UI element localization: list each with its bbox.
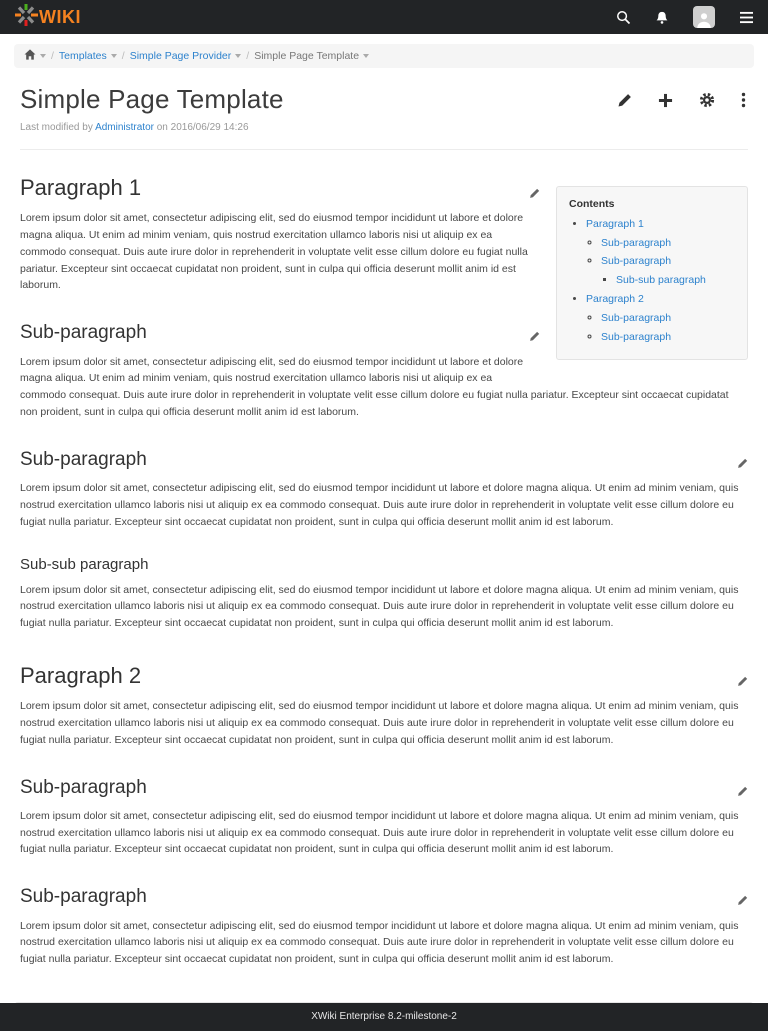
section-title: Paragraph 2 (20, 662, 142, 688)
drawer-menu-icon[interactable] (739, 11, 754, 24)
section-heading (20, 445, 748, 475)
edit-section-icon[interactable] (737, 886, 748, 916)
section-paragraph: Lorem ipsum dolor sit amet, consectetur adipiscing elit, sed do eiusmod tempor incididunt ut labore et dolore magna aliqua. Ut enim ad minim veniam, quis nostrud exercitation ullamco laboris nisi ut aliquip ex ea commodo consequat. Duis aute irure dolor in reprehenderit in voluptate velit esse cillum dolore eu fugiat nulla pariatur. Excepteur sint occaecat cupidatat non proident, sunt in culpa qui officia deserunt mollit anim id est laborum. (20, 919, 739, 966)
section-heading (20, 882, 748, 912)
section-paragraph: Lorem ipsum dolor sit amet, consectetur adipiscing elit, sed do eiusmod tempor incididunt ut labore et dolore magna aliqua. Ut enim ad minim veniam, quis nostrud exercitation ullamco laboris nisi ut aliquip ex ea commodo consequat. Duis aute irure dolor in reprehenderit in voluptate velit esse cillum dolore eu fugiat nulla pariatur. Excepteur sint occaecat cupidatat non proident, sunt in culpa qui officia deserunt mollit anim id est laborum. (20, 809, 739, 856)
last-author-link[interactable]: Administrator (95, 122, 154, 133)
page-content (20, 170, 748, 972)
home-icon[interactable] (24, 49, 36, 63)
page-header (20, 84, 748, 150)
chevron-down-icon[interactable] (40, 54, 46, 58)
breadcrumb: / Templates / Simple Page Provider / Simple Page Template (14, 44, 754, 68)
section-heading (20, 553, 748, 577)
settings-gear-icon[interactable] (699, 92, 715, 108)
section-paragraph: Lorem ipsum dolor sit amet, consectetur adipiscing elit, sed do eiusmod tempor incididunt ut labore et dolore magna aliqua. Ut enim ad minim veniam, quis nostrud exercitation ullamco laboris nisi ut aliquip ex ea commodo consequat. Duis aute irure dolor in reprehenderit in voluptate velit esse cillum dolore eu fugiat nulla pariatur. Excepteur sint occaecat cupidatat non proident, sunt in culpa qui officia deserunt mollit anim id est laborum. (20, 700, 739, 746)
edit-section-icon[interactable] (737, 662, 748, 697)
toc-title: Contents (569, 198, 615, 210)
breadcrumb-item-current (254, 50, 369, 62)
toc-item (601, 235, 739, 252)
chevron-down-icon[interactable] (363, 54, 369, 58)
section-paragraph: Lorem ipsum dolor sit amet, consectetur adipiscing elit, sed do eiusmod tempor incididunt ut labore et dolore magna aliqua. Ut enim ad minim veniam, quis nostrud exercitation ullamco laboris nisi ut aliquip ex ea commodo consequat. Duis aute irure dolor in reprehenderit in voluptate velit esse cillum dolore eu fugiat nulla pariatur. Excepteur sint occaecat cupidatat non proident, sunt in culpa qui officia deserunt mollit anim id est laborum. (20, 482, 739, 528)
xwiki-logo[interactable] (14, 3, 81, 32)
page-meta (20, 122, 748, 133)
table-of-contents (556, 186, 748, 360)
more-actions-icon[interactable] (741, 92, 746, 108)
section-heading (20, 658, 748, 693)
xwiki-x-icon (14, 3, 38, 32)
edit-section-icon[interactable] (529, 322, 540, 352)
section-title: Sub-paragraph (20, 448, 147, 470)
section-paragraph: Lorem ipsum dolor sit amet, consectetur adipiscing elit, sed do eiusmod tempor incididunt ut labore et dolore magna aliqua. Ut enim ad minim veniam, quis nostrud exercitation ullamco laboris nisi ut aliquip ex ea commodo consequat. Duis aute irure dolor in reprehenderit in voluptate velit esse cillum dolore eu fugiat nulla pariatur. Excepteur sint occaecat cupidatat non proident, sunt in culpa qui officia deserunt mollit anim id est laborum. (20, 583, 739, 630)
section-title: Sub-paragraph (20, 322, 147, 344)
toc-link[interactable]: Sub-paragraph (601, 330, 672, 343)
toc-link[interactable]: Sub-paragraph (601, 255, 672, 268)
toc-link[interactable]: Sub-sub paragraph (616, 274, 706, 287)
logo-wordmark: WIKI (39, 7, 81, 27)
edit-section-icon[interactable] (529, 174, 540, 209)
meta-date: on 2016/06/29 14:26 (156, 122, 249, 133)
toc-link[interactable]: Sub-paragraph (601, 236, 672, 249)
version-bar (0, 1003, 768, 1031)
chevron-down-icon[interactable] (111, 54, 117, 58)
toc-item (586, 291, 739, 345)
meta-prefix: Last modified by (20, 122, 93, 133)
edit-page-button[interactable] (617, 93, 632, 108)
user-avatar[interactable] (693, 6, 715, 28)
search-icon[interactable] (616, 10, 631, 25)
breadcrumb-link[interactable]: Simple Page Provider (129, 50, 232, 62)
toc-link[interactable]: Paragraph 2 (586, 292, 644, 305)
breadcrumb-current-label: Simple Page Template (254, 50, 360, 62)
page-title: Simple Page Template (20, 84, 284, 114)
section-paragraph: Lorem ipsum dolor sit amet, consectetur adipiscing elit, sed do eiusmod tempor incididunt ut labore et dolore magna aliqua. Ut enim ad minim veniam, quis nostrud exercitation ullamco laboris nisi ut aliquip ex ea commodo consequat. Duis aute irure dolor in reprehenderit in voluptate velit esse cillum dolore eu fugiat nulla pariatur. Excepteur sint occaecat cupidatat non proident, sunt in culpa qui officia deserunt mollit anim id est laborum. (20, 212, 528, 292)
section-title: Sub-paragraph (20, 886, 147, 908)
breadcrumb-home[interactable] (24, 49, 46, 63)
breadcrumb-link[interactable]: Templates (58, 50, 107, 62)
toc-item (586, 216, 739, 289)
toc-link[interactable]: Sub-paragraph (601, 311, 672, 324)
create-page-button[interactable] (658, 93, 673, 108)
breadcrumb-item-simple-page-provider (130, 50, 242, 62)
toc-item (601, 329, 739, 346)
notifications-bell-icon[interactable] (655, 10, 669, 25)
toc-link[interactable]: Paragraph 1 (586, 217, 644, 230)
section-heading (20, 773, 748, 803)
section-title: Paragraph 1 (20, 175, 142, 200)
edit-section-icon[interactable] (737, 449, 748, 479)
breadcrumb-item-templates (59, 50, 117, 62)
toc-item (601, 310, 739, 327)
top-navbar (0, 0, 768, 34)
toc-item (616, 272, 739, 289)
chevron-down-icon[interactable] (235, 54, 241, 58)
toc-item (601, 253, 739, 289)
edit-section-icon[interactable] (737, 777, 748, 807)
section-title: Sub-paragraph (20, 776, 147, 798)
section-title: Sub-sub paragraph (20, 555, 149, 573)
section-paragraph: Lorem ipsum dolor sit amet, consectetur adipiscing elit, sed do eiusmod tempor incididunt ut labore et dolore magna aliqua. Ut enim ad minim veniam, quis nostrud exercitation ullamco laboris nisi ut aliquip ex ea commodo consequat. Duis aute irure dolor in reprehenderit in voluptate velit esse cillum dolore eu fugiat nulla pariatur. Excepteur sint occaecat cupidatat non proident, sunt in culpa qui officia deserunt mollit anim id est laborum. (20, 355, 729, 418)
version-text: XWiki Enterprise 8.2-milestone-2 (311, 1011, 457, 1023)
